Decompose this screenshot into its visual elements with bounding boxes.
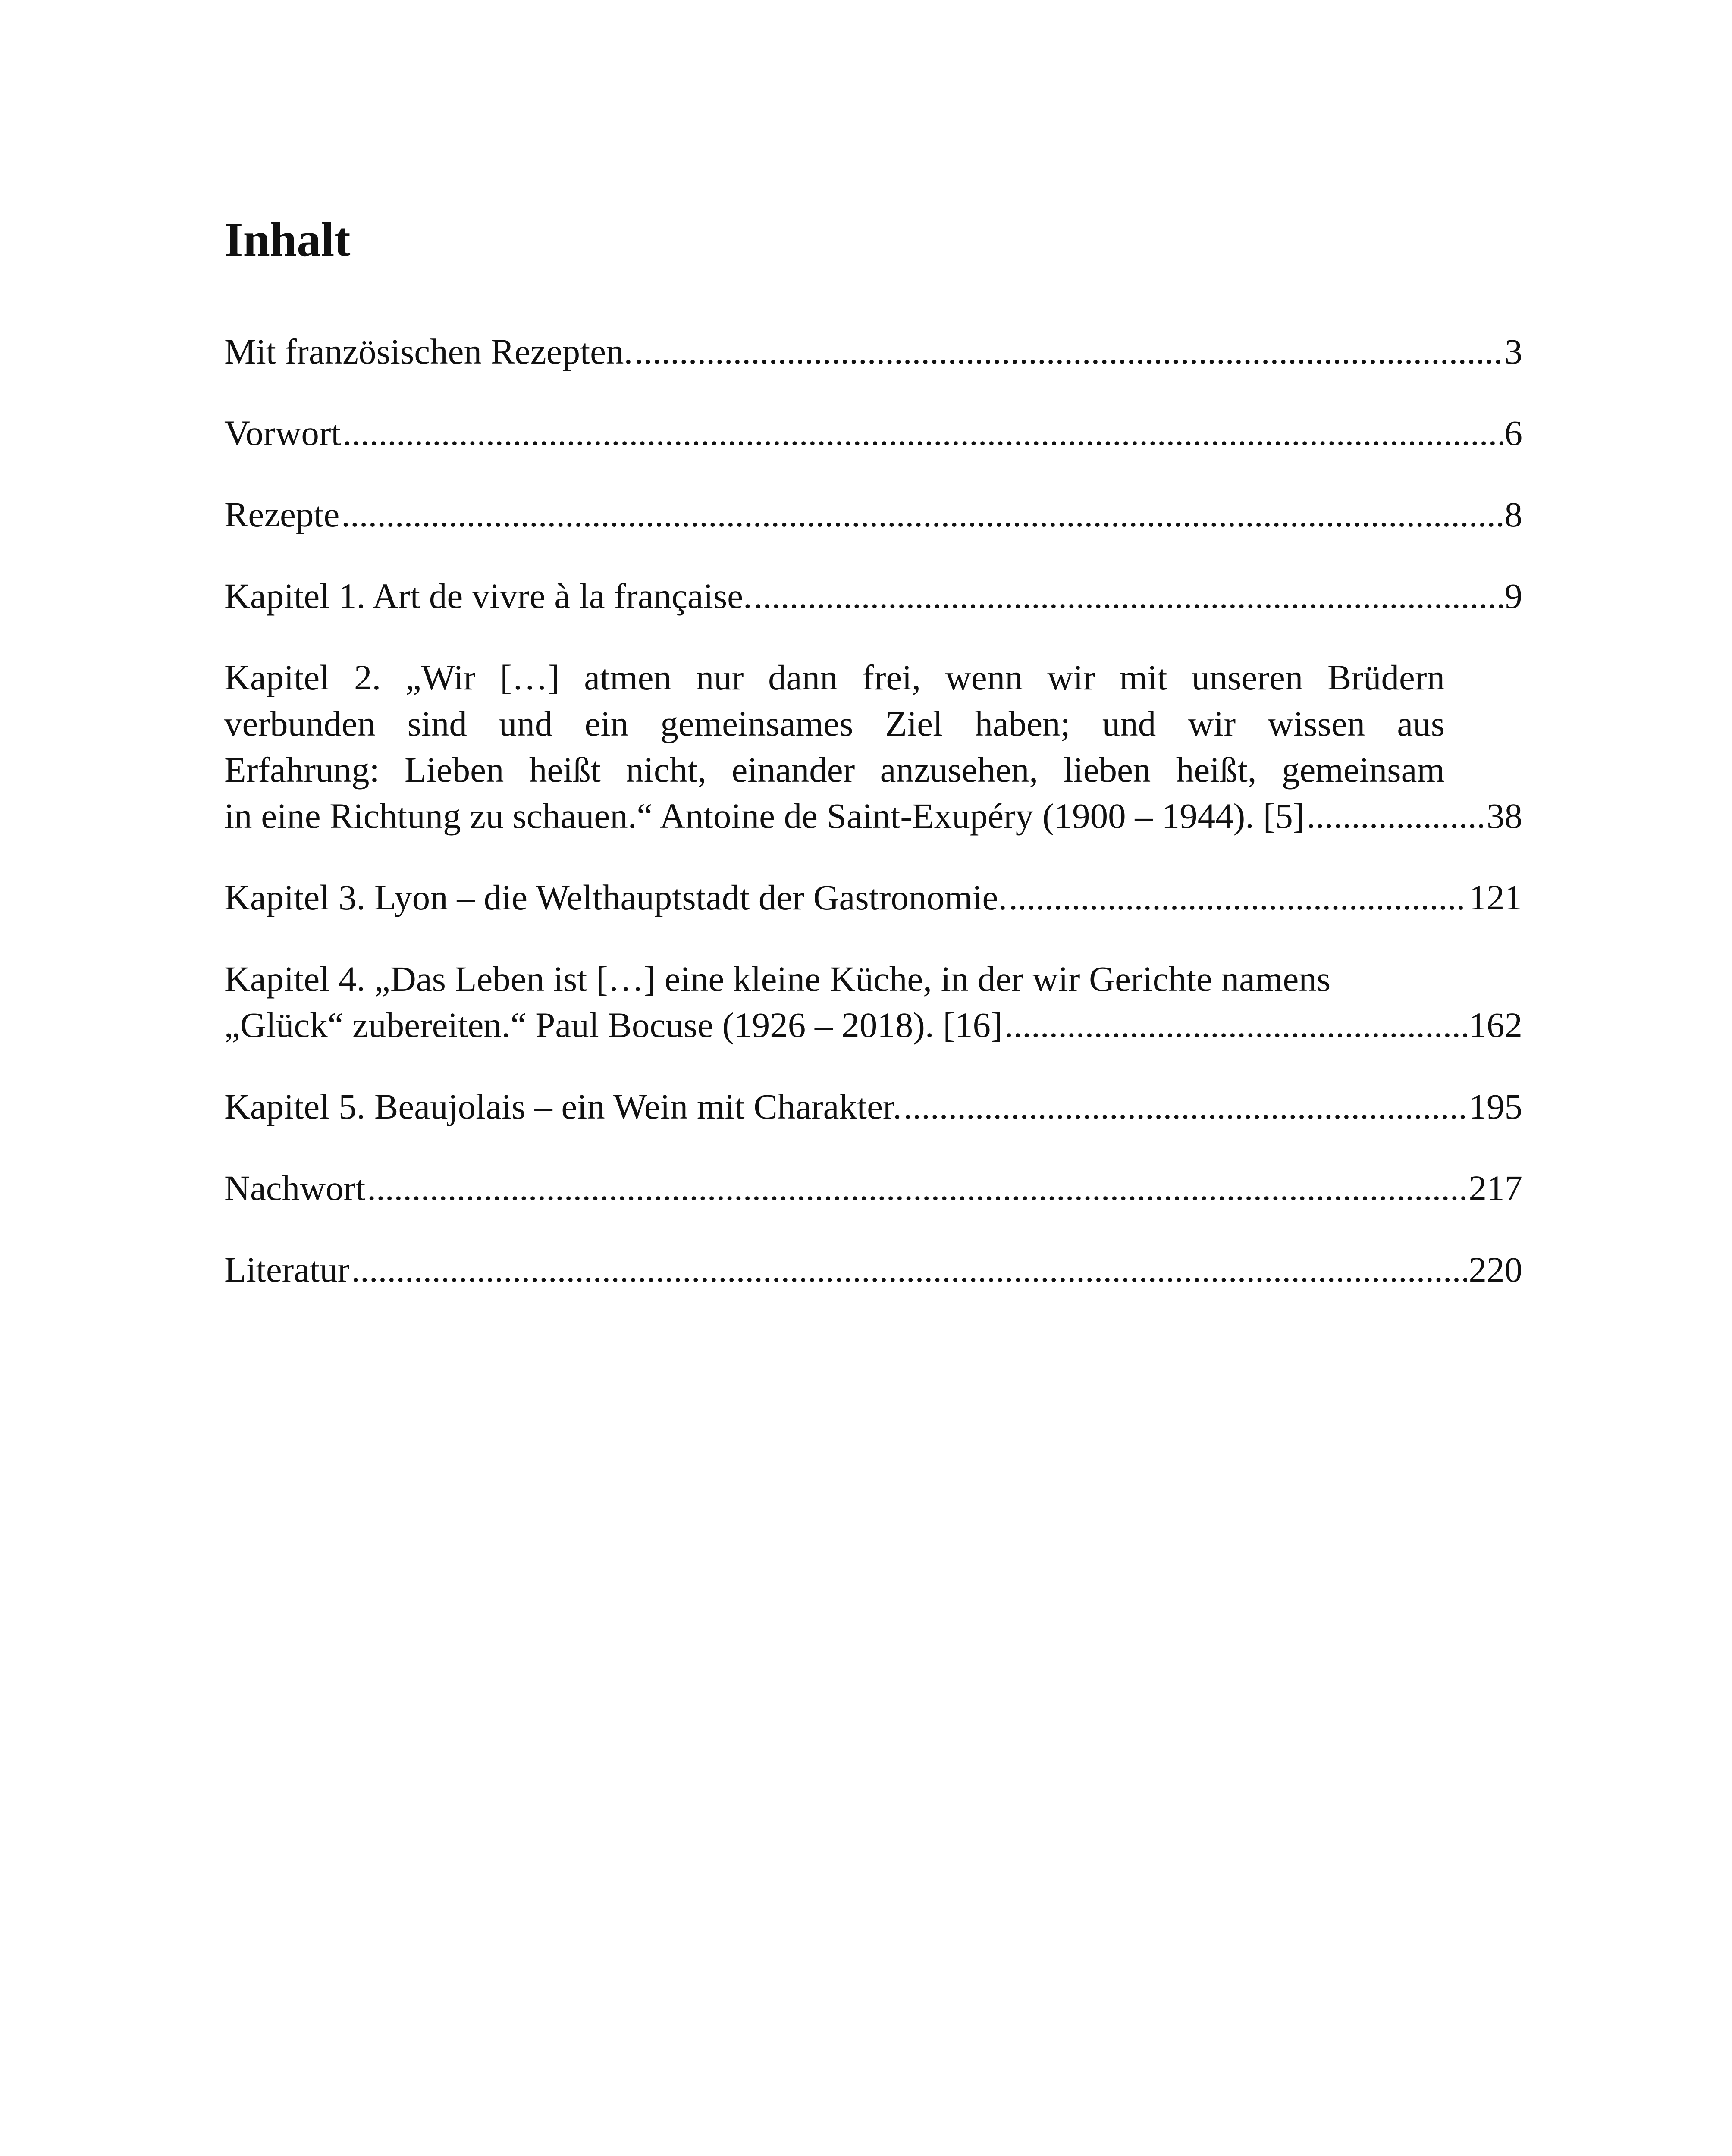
- dot-leader: [367, 1165, 1467, 1211]
- toc-entry-line: [224, 1247, 1522, 1293]
- toc-page-number: 217: [1468, 1168, 1522, 1208]
- toc-entry-line: [224, 1165, 1522, 1211]
- toc-heading: Inhalt: [224, 213, 351, 266]
- toc-entry-title: Kapitel 3. Lyon – die Welthauptstadt der Gastronomie.: [224, 877, 1007, 917]
- dot-leader: [1009, 874, 1467, 921]
- toc-entry-title: Mit französischen Rezepten.: [224, 332, 633, 371]
- table-of-contents: [224, 213, 1522, 1328]
- toc-entry-title: „Glück“ zubereiten.“ Paul Bocuse (1926 – 2018). [16]: [224, 1005, 1003, 1045]
- toc-entry-line: [224, 410, 1522, 456]
- dot-leader: [634, 329, 1503, 375]
- toc-entry-kapitel-1[interactable]: [224, 573, 1522, 619]
- toc-page-number: 195: [1468, 1087, 1522, 1126]
- toc-page-number: 220: [1468, 1250, 1522, 1289]
- toc-entry-line: [224, 874, 1522, 921]
- toc-entry-kapitel-3[interactable]: [224, 874, 1522, 921]
- toc-entry-literatur[interactable]: [224, 1247, 1522, 1293]
- dot-leader: [754, 573, 1503, 619]
- toc-entry-mit-franzoesischen-rezepten[interactable]: [224, 329, 1522, 375]
- toc-page-number: 6: [1504, 413, 1522, 453]
- toc-page-number: 162: [1468, 1005, 1522, 1045]
- toc-entry-title: Kapitel 1. Art de vivre à la française.: [224, 576, 752, 616]
- toc-entry-line: [224, 1084, 1522, 1130]
- toc-entry-line-text: Kapitel 2. „Wir […] atmen nur dann frei, wenn wir mit unseren Brüdern: [224, 658, 1445, 697]
- dot-leader: [904, 1084, 1467, 1130]
- toc-entry-line: [224, 573, 1522, 619]
- toc-entry-kapitel-5[interactable]: [224, 1084, 1522, 1130]
- toc-page-number: 8: [1504, 495, 1522, 534]
- toc-entry-line: [224, 1002, 1522, 1048]
- toc-entry-title: Rezepte: [224, 495, 340, 534]
- toc-entry-rezepte[interactable]: [224, 492, 1522, 538]
- toc-entry-line-text: Kapitel 4. „Das Leben ist […] eine kleine Küche, in der wir Gerichte namens: [224, 959, 1331, 999]
- toc-entry-vorwort[interactable]: [224, 410, 1522, 456]
- toc-entry-wrapped-lines: [224, 956, 1445, 1002]
- toc-entry-kapitel-4[interactable]: [224, 956, 1522, 1048]
- toc-entry-line-text: Erfahrung: Lieben heißt nicht, einander anzusehen, lieben heißt, gemeinsam: [224, 750, 1445, 790]
- toc-page-number: 3: [1504, 332, 1522, 371]
- toc-entry-title: Kapitel 5. Beaujolais – ein Wein mit Charakter.: [224, 1087, 902, 1126]
- dot-leader: [1004, 1002, 1467, 1048]
- toc-entry-line-text: verbunden sind und ein gemeinsames Ziel haben; und wir wissen aus: [224, 704, 1445, 743]
- toc-entry-title: Literatur: [224, 1250, 350, 1289]
- toc-entry-line: [224, 329, 1522, 375]
- toc-entry-line: [224, 492, 1522, 538]
- toc-entry-title: Nachwort: [224, 1168, 366, 1208]
- toc-list: [224, 329, 1522, 1293]
- toc-entry-line: [224, 793, 1522, 839]
- toc-entry-wrapped-lines: [224, 655, 1445, 793]
- toc-entry-title: in eine Richtung zu schauen.“ Antoine de Saint-Exupéry (1900 – 1944). [5]: [224, 796, 1305, 836]
- toc-entry-kapitel-2[interactable]: [224, 655, 1522, 839]
- dot-leader: [351, 1247, 1467, 1293]
- dot-leader: [343, 410, 1503, 456]
- dot-leader: [1307, 793, 1485, 839]
- toc-page-number: 38: [1487, 796, 1522, 836]
- toc-entry-title: Vorwort: [224, 413, 341, 453]
- toc-page-number: 9: [1504, 576, 1522, 616]
- dot-leader: [341, 492, 1503, 538]
- toc-page-number: 121: [1468, 877, 1522, 917]
- toc-entry-nachwort[interactable]: [224, 1165, 1522, 1211]
